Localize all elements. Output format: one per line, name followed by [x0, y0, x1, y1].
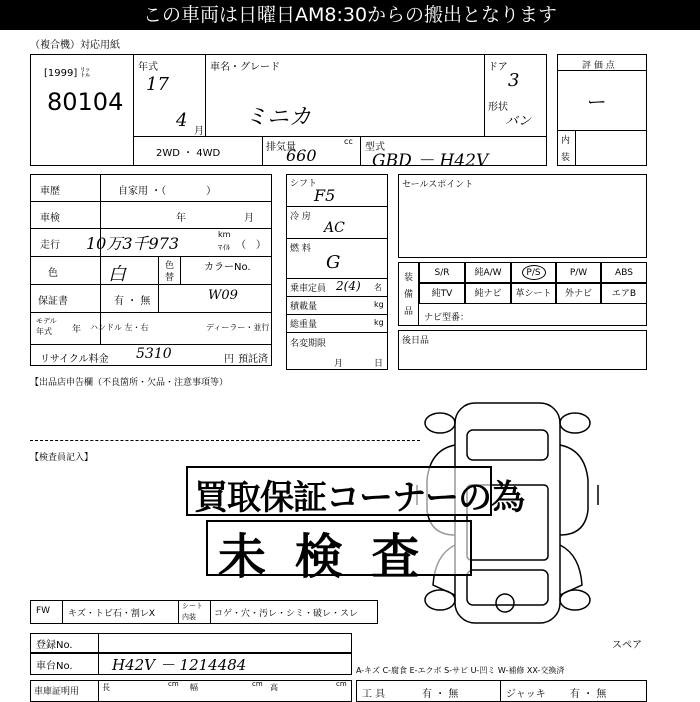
load-label: 積載量 [290, 302, 318, 312]
stamp-not-inspected: 未 検 査 [218, 529, 426, 585]
month-suffix: 月 [194, 126, 204, 137]
shift-label: シフト [290, 179, 318, 189]
mileage-paren: （ ） [236, 240, 266, 251]
equip-abs: ABS [601, 262, 647, 283]
rear-equipment-label: 後日品 [402, 336, 430, 346]
color-change-2: 替 [165, 273, 175, 283]
mileage-value: 10万3千973 [86, 234, 180, 253]
inspector-notes-label: 【検査員記入】 [30, 453, 94, 463]
month-value: 4 [176, 110, 188, 131]
jack-value: 有 ・ 無 [570, 689, 607, 700]
cert-length-unit: cm [168, 680, 179, 688]
equip-airbag: エアB [601, 283, 647, 304]
displacement-unit: cc [344, 137, 353, 146]
type-label: 型式 [365, 142, 385, 153]
equip-alloy-wheel: 純A/W [465, 262, 511, 283]
seller-notes-label: 【出品店申告欄（不良箇所・欠品・注意事項等） [30, 378, 229, 388]
equip-power-window: P/W [556, 262, 601, 283]
equip-tv: 純TV [419, 283, 465, 304]
spare-label: スペア [612, 640, 642, 651]
type-value: GBD － H42V [372, 151, 489, 171]
displacement-label: 排気量 [266, 142, 296, 153]
total-weight-label: 総重量 [290, 320, 318, 330]
recycle-deposit: 預託済 [238, 354, 268, 365]
year-label: 年式 [138, 62, 158, 73]
cert-height: 高 [270, 683, 278, 692]
equip-navi: 純ナビ [465, 283, 511, 304]
equip-sunroof: S/R [419, 262, 465, 283]
registration-row [30, 633, 352, 653]
interior-label-2: 装 [561, 153, 571, 163]
model-label: 車名・グレード [210, 62, 280, 73]
load-unit: kg [374, 300, 384, 309]
capacity-unit: 名 [374, 283, 382, 292]
equip-ext-navi: 外ナビ [556, 283, 601, 304]
mileage-unit-mile: ﾏｲﾙ [218, 243, 230, 252]
damage-interior-items: コゲ・穴・汚レ・シミ・破レ・スレ [214, 609, 359, 619]
ac-value: AC [324, 220, 345, 236]
title-deadline-month: 月 [334, 359, 344, 369]
model-year-label-1: モデル [36, 317, 57, 325]
warranty-value: 有 ・ 無 [114, 296, 151, 307]
color-label: 色 [48, 268, 58, 279]
lot-tag: [1999] ㍑ [44, 68, 91, 79]
damage-code-legend: A-キズ C-腐食 E-エクボ S-サビ U-凹ミ W-補修 XX-交換済 [356, 666, 565, 675]
grade-value: ー [585, 90, 605, 114]
body-shape-label: 形状 [488, 102, 508, 113]
shift-value: F5 [314, 186, 336, 205]
history-label: 車歴 [40, 186, 60, 197]
history-value: 自家用 ・（ ） [118, 186, 217, 197]
equip-leather: 革シート [511, 283, 556, 304]
fuel-label: 燃 料 [290, 244, 311, 254]
cert-width: 幅 [190, 683, 198, 692]
mileage-label: 走行 [40, 240, 60, 251]
damage-seat-1: シート [182, 602, 203, 610]
doors-label: ドア [488, 62, 508, 73]
inspection-month: 月 [244, 213, 254, 224]
ac-label: 冷 房 [290, 212, 311, 222]
handle-side: ハンドル 左・右 [90, 323, 149, 332]
color-change-1: 色 [165, 261, 175, 271]
navi-model-label: ナビ型番： [424, 313, 470, 323]
jack-label: ジャッキ [506, 689, 546, 700]
damage-fw: FW [36, 606, 51, 616]
warranty-label: 保証書 [38, 296, 68, 307]
capacity-value: 2(4) [336, 279, 361, 293]
capacity-label: 乗車定員 [290, 284, 327, 294]
inspection-year: 年 [176, 213, 186, 224]
damage-exterior-items: キズ・トビ石・割レX [68, 609, 155, 619]
equipment-label-2: 備 [404, 290, 414, 300]
title-deadline-day: 日 [374, 359, 384, 369]
inspection-label: 車検 [40, 213, 60, 224]
stamp-purchase-guarantee: 買取保証コーナーの為 [194, 478, 524, 518]
recycle-value: 5310 [136, 346, 172, 362]
chassis-label: 車台No. [36, 661, 73, 672]
title-deadline-label: 名変期限 [290, 339, 327, 349]
recycle-label: リサイクル料金 [40, 354, 109, 365]
damage-seat-2: 内装 [182, 613, 196, 621]
total-weight-unit: kg [374, 318, 384, 327]
model-year-label-2: 年式 [36, 327, 52, 336]
cert-width-unit: cm [252, 680, 263, 688]
mileage-unit-km: km [218, 230, 231, 239]
tools-label: 工 具 [362, 689, 386, 700]
color-code: W09 [208, 288, 238, 303]
grade-label: 評 価 点 [582, 61, 615, 71]
cert-length: 長 [102, 683, 110, 692]
ps-circle-mark [522, 265, 546, 280]
lot-number: 80104 [47, 88, 124, 116]
garage-cert-label: 車庫証明用 [34, 687, 80, 697]
chassis-value: H42V － 1214484 [112, 656, 247, 674]
dealer-type: ディーラー・並行 [206, 323, 270, 332]
doors-value: 3 [508, 70, 520, 91]
color-code-label: カラーNo. [204, 262, 251, 273]
displacement-value: 660 [286, 146, 317, 165]
model-value: ミニカ [245, 105, 312, 130]
form-header: （複合機）対応用紙 [30, 40, 120, 51]
rear-equipment-box [398, 330, 647, 370]
sales-point-label: セールスポイント [402, 180, 474, 190]
drive-type: 2WD ・ 4WD [156, 148, 221, 159]
registration-label: 登録No. [36, 640, 73, 651]
cert-height-unit: cm [336, 680, 347, 688]
color-value: 白 [108, 264, 126, 285]
equip-power-steering: P/S [511, 262, 556, 283]
tools-value: 有 ・ 無 [422, 689, 459, 700]
body-shape-value: バン [505, 114, 532, 129]
equipment-label-3: 品 [404, 307, 414, 317]
model-year-year: 年 [72, 325, 82, 335]
recycle-unit: 円 [224, 354, 234, 365]
equipment-label-1: 装 [404, 273, 414, 283]
interior-label-1: 内 [561, 136, 571, 146]
fuel-value: G [326, 252, 341, 273]
top-banner: この車両は日曜日AM8:30からの搬出となります [0, 0, 700, 30]
year-value: 17 [146, 74, 169, 95]
